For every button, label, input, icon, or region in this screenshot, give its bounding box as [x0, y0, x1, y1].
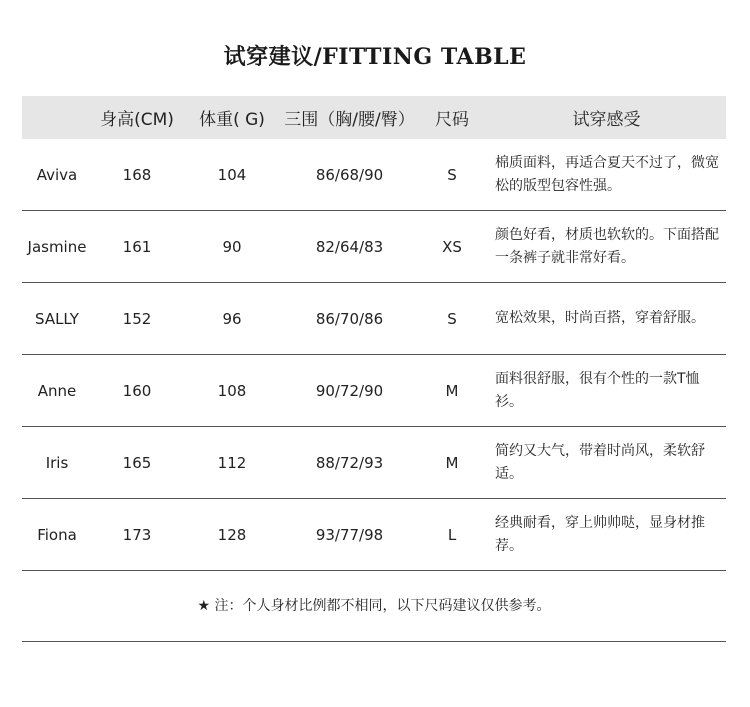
header-weight: 体重( G) — [182, 96, 282, 139]
size-note: ★ 注：个人身材比例都不相同，以下尺码建议仅供参考。 — [22, 571, 726, 642]
header-size: 尺码 — [417, 96, 487, 139]
header-measurements: 三围（胸/腰/臀） — [282, 96, 417, 139]
table-row — [22, 427, 726, 499]
cell-comment: 颜色好看，材质也软软的。下面搭配一条裤子就非常好看。 — [487, 211, 726, 283]
cell-weight: 108 — [182, 355, 282, 427]
cell-comment: 面料很舒服，很有个性的一款T恤衫。 — [487, 355, 726, 427]
header-height: 身高(CM) — [92, 96, 182, 139]
cell-size: XS — [417, 211, 487, 283]
table-row — [22, 355, 726, 427]
cell-size: M — [417, 427, 487, 499]
cell-name: Aviva — [22, 139, 92, 211]
cell-comment: 棉质面料，再适合夏天不过了，微宽松的版型包容性强。 — [487, 139, 726, 211]
cell-comment: 经典耐看，穿上帅帅哒，显身材推荐。 — [487, 499, 726, 571]
table-row — [22, 499, 726, 571]
header-comment: 试穿感受 — [487, 96, 726, 139]
cell-height: 161 — [92, 211, 182, 283]
cell-comment: 宽松效果，时尚百搭，穿着舒服。 — [487, 283, 726, 355]
fitting-table — [22, 96, 726, 571]
cell-weight: 128 — [182, 499, 282, 571]
cell-size: S — [417, 139, 487, 211]
cell-name: Anne — [22, 355, 92, 427]
cell-measurements: 90/72/90 — [282, 355, 417, 427]
page-title: 试穿建议/FITTING TABLE — [223, 44, 527, 70]
cell-weight: 96 — [182, 283, 282, 355]
cell-measurements: 82/64/83 — [282, 211, 417, 283]
cell-height: 173 — [92, 499, 182, 571]
cell-height: 152 — [92, 283, 182, 355]
cell-size: M — [417, 355, 487, 427]
table-row — [22, 211, 726, 283]
cell-height: 165 — [92, 427, 182, 499]
cell-size: S — [417, 283, 487, 355]
cell-height: 168 — [92, 139, 182, 211]
cell-name: Fiona — [22, 499, 92, 571]
cell-measurements: 86/68/90 — [282, 139, 417, 211]
cell-measurements: 93/77/98 — [282, 499, 417, 571]
cell-name: SALLY — [22, 283, 92, 355]
table-row — [22, 283, 726, 355]
cell-size: L — [417, 499, 487, 571]
cell-weight: 104 — [182, 139, 282, 211]
cell-comment: 简约又大气，带着时尚风，柔软舒适。 — [487, 427, 726, 499]
cell-height: 160 — [92, 355, 182, 427]
header-name — [22, 96, 92, 139]
table-header-row — [22, 96, 726, 139]
cell-name: Jasmine — [22, 211, 92, 283]
table-row — [22, 139, 726, 211]
cell-weight: 112 — [182, 427, 282, 499]
cell-measurements: 88/72/93 — [282, 427, 417, 499]
cell-measurements: 86/70/86 — [282, 283, 417, 355]
cell-weight: 90 — [182, 211, 282, 283]
cell-name: Iris — [22, 427, 92, 499]
